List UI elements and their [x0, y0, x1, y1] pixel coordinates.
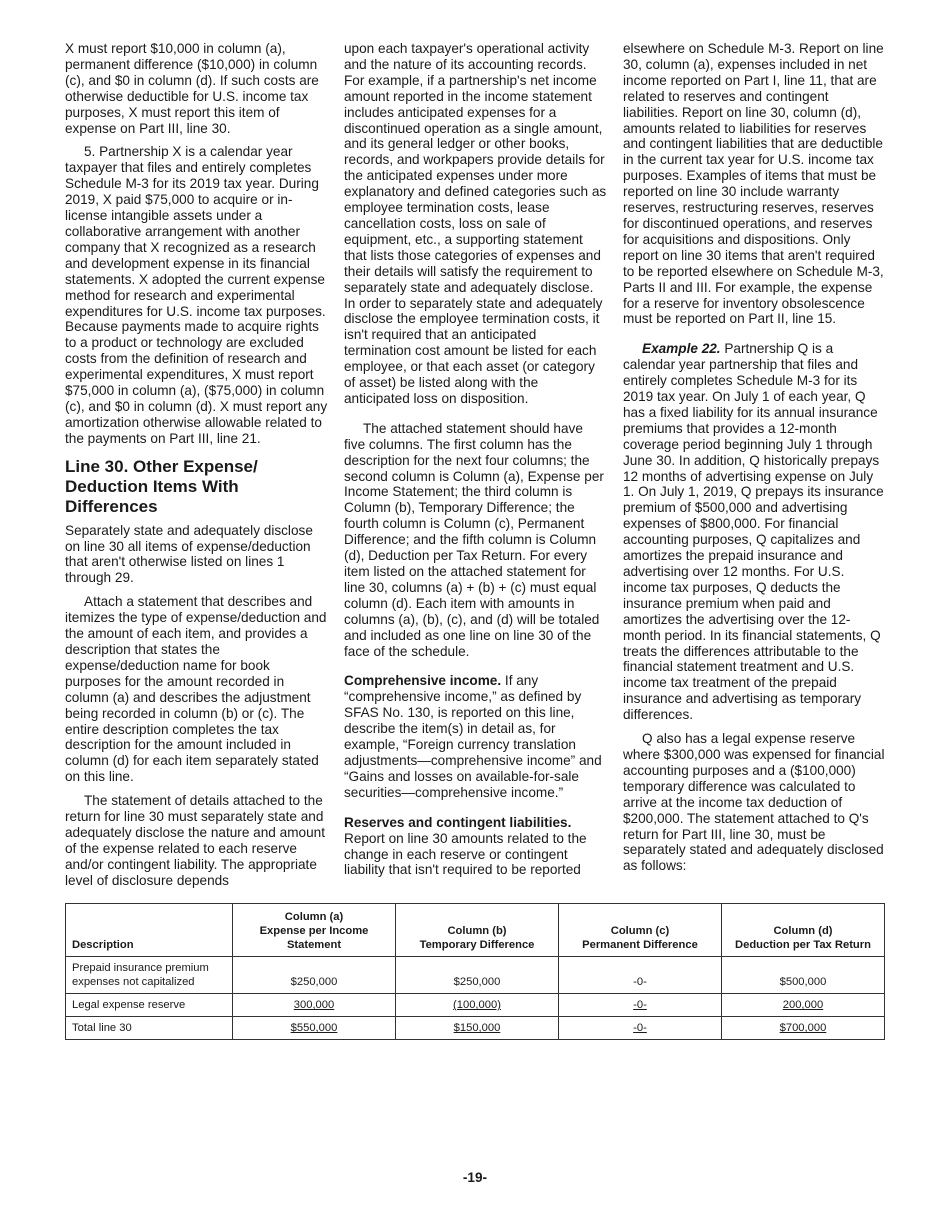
- cell-column-d: 200,000: [721, 994, 884, 1017]
- table-row: [66, 957, 885, 994]
- paragraph: Attach a statement that describes and itemizes the type of expense/deduction and the amount of each item, and provides a description that states the expense/deduction name for book purposes for the amount recorded in column (a) and describes the adjustment being recorded in column (b) or (c). The entire description completes the tax description for the amount included in column (d) for each item separately stated on this line.: [65, 594, 327, 785]
- cell-column-a: $550,000: [233, 1017, 396, 1040]
- cell-column-c: -0-: [558, 994, 721, 1017]
- cell-column-c: -0-: [558, 957, 721, 994]
- table-header-row: [66, 904, 885, 957]
- paragraph-example-22: [623, 341, 886, 723]
- table-row-total: [66, 1017, 885, 1040]
- cell-column-b: $250,000: [396, 957, 559, 994]
- paragraph: X must report $10,000 in column (a), permanent difference ($10,000) in column (c), and $0 in column (d). If such costs are otherwise deductible for U.S. income tax purposes, X must report this item of expense on Part III, line 30.: [65, 41, 319, 136]
- section-heading: Line 30. Other Expense/ Deduction Items With Differences: [65, 456, 258, 516]
- paragraph-comprehensive-income: [344, 673, 607, 800]
- header-description: Description: [66, 904, 233, 957]
- paragraph: elsewhere on Schedule M-3. Report on line 30, column (a), expenses included in net income reported on Part I, line 11, that are related to reserves and contingent liabilities. Report on line 30, column (d), amounts related to liabilities for reserves and contingent liabilities that are deductible in the current tax year for U.S. income tax purposes. Examples of items that must be reported on line 30 include warranty reserves, restructuring reserves, reserves for discontinued operations, and reserves for acquisitions and dispositions. Only report on line 30 items that aren't required to be reported elsewhere on Schedule M-3, Parts II and III. For example, the expense for a reserve for inventory obsolescence must be reported on Part II, line 15.: [623, 41, 884, 327]
- paragraph-text: Partnership Q is a calendar year partnership that files and entirely completes Schedule M-3 for its 2019 tax year. On July 1 of each year, Q has a fixed liability for its annual insurance premiums that provides a 12-month coverage period beginning July 1 through June 30. In addition, Q historically prepays 12 months of advertising expense on July 1. On July 1, 2019, Q prepays its insurance premium of $500,000 and advertising expenses of $800,000. For financial accounting purposes, Q capitalizes and amortizes the prepaid insurance and advertising over 12 months. For U.S. income tax purposes, Q deducts the insurance premium when paid and amortizes the advertising over the 12-month period. In its financial statements, Q treats the differences attributable to the financial statement treatment and U.S. income tax treatment of the prepaid insurance and advertising as temporary differences.: [623, 341, 884, 723]
- cell-column-c: -0-: [558, 1017, 721, 1040]
- page-number: -19-: [462, 1170, 488, 1185]
- example-heading: Example 22.: [642, 341, 721, 357]
- text-column-1: [65, 41, 328, 897]
- cell-description: Prepaid insurance premium expenses not capitalized: [66, 957, 233, 994]
- paragraph: The attached statement should have five columns. The first column has the description for the next four columns; the second column is Column (a), Expense per Income Statement; the third column is Column (b), Temporary Difference; the fourth column is Column (c), Permanent Difference; and the fifth column is Column (d), Deduction per Tax Return. For every item listed on the attached statement for line 30, columns (a) + (b) + (c) must equal column (d). Each item with amounts in columns (a), (b), (c), and (d) will be totaled and included as one line on line 30 of the face of the schedule.: [344, 420, 604, 659]
- run-in-heading: Reserves and contingent liabilities.: [344, 814, 572, 830]
- paragraph: 5. Partnership X is a calendar year taxpayer that files and entirely completes Schedule M-3 for its 2019 tax year. During 2019, X paid $75,000 to acquire or in-license intangible assets under a collaborative arrangement with another company that X recognized as a research and development expense in its financial statements. X adopted the current expense method for research and experimental expenditures for U.S. income tax purposes. Because payments made to acquire rights to a product or technology are excluded costs from the definition of research and experimental expenditures, X must report $75,000 in column (a), ($75,000) in column (c), and $0 in column (d). X must report any amortization otherwise allowable related to the payments on Part III, line 21.: [65, 144, 328, 446]
- paragraph-reserves: [344, 815, 607, 879]
- header-column-b: Column (b) Temporary Difference: [396, 904, 559, 957]
- run-in-heading: Comprehensive income.: [344, 673, 502, 689]
- paragraph-text: If any “comprehensive income,” as defined by SFAS No. 130, is reported on this line, describe the item(s) in detail as, for example, “Foreign currency translation adjustments—comprehensive income” and “Gains and losses on available-for-sale securities—comprehensive income.”: [344, 673, 602, 800]
- line-30-detail-table: [65, 903, 885, 1040]
- paragraph: Separately state and adequately disclose on line 30 all items of expense/deduction that aren't otherwise listed on lines 1 through 29.: [65, 522, 313, 586]
- paragraph: Q also has a legal expense reserve where $300,000 was expensed for financial accounting purposes and a ($100,000) temporary difference was calculated to arrive at the income tax deduction of $200,000. The statement attached to Q's return for Part III, line 30, must be separately stated and adequately disclosed as follows:: [623, 731, 885, 874]
- cell-column-b: $150,000: [396, 1017, 559, 1040]
- cell-column-a: 300,000: [233, 994, 396, 1017]
- text-column-3: [623, 41, 886, 882]
- cell-column-a: $250,000: [233, 957, 396, 994]
- cell-column-d: $500,000: [721, 957, 884, 994]
- header-column-c: Column (c) Permanent Difference: [558, 904, 721, 957]
- paragraph: The statement of details attached to the return for line 30 must separately state and adequately disclose the nature and amount of the expense related to each reserve and/or contingent liability. The appropriate level of disclosure depends: [65, 793, 325, 888]
- cell-description: Legal expense reserve: [66, 994, 233, 1017]
- paragraph: upon each taxpayer's operational activity and the nature of its accounting records. For example, if a partnership's net income amount reported in the income statement includes anticipated expenses for a discontinued operation as a single amount, and its general ledger or other books, records, and workpapers provide details for the anticipated expenses under more explanatory and defined categories such as employee termination costs, lease cancellation costs, loss on sale of equipment, etc., a supporting statement that lists those categories of expenses and their details will satisfy the requirement to separately state and adequately disclose. In order to separately state and adequately disclose the employee termination costs, it isn't required that an anticipated termination cost amount be listed for each employee, or that each asset (or category of asset) be listed along with the anticipated loss on disposition.: [344, 41, 607, 406]
- table-row: [66, 994, 885, 1017]
- header-column-a: Column (a) Expense per Income Statement: [233, 904, 396, 957]
- cell-column-b: (100,000): [396, 994, 559, 1017]
- cell-description: Total line 30: [66, 1017, 233, 1040]
- header-column-d: Column (d) Deduction per Tax Return: [721, 904, 884, 957]
- cell-column-d: $700,000: [721, 1017, 884, 1040]
- text-column-2: [344, 41, 607, 886]
- paragraph-text: Report on line 30 amounts related to the change in each reserve or contingent liability that isn't required to be reported: [344, 830, 587, 878]
